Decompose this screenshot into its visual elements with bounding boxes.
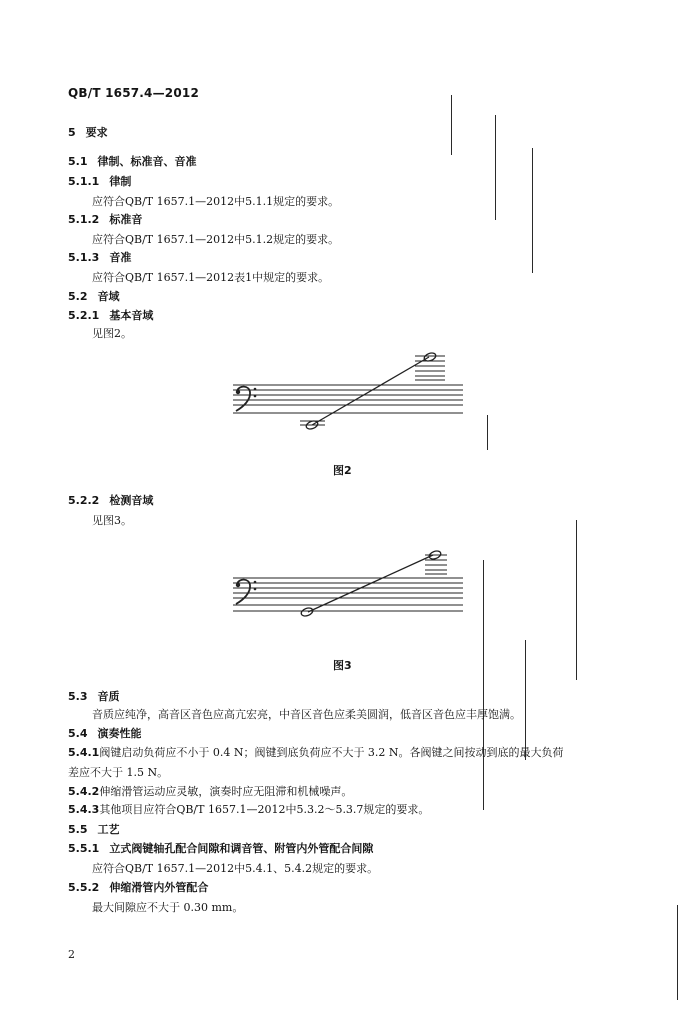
section-number: 5.2.2 bbox=[68, 494, 100, 507]
section-5-4-3-text: 其他项目应符合QB/T 1657.1—2012中5.3.2～5.3.7规定的要求。 bbox=[99, 803, 430, 816]
figure-2-staff bbox=[225, 345, 470, 440]
section-number: 5.3 bbox=[68, 690, 88, 703]
section-number: 5.2 bbox=[68, 290, 88, 303]
section-5-4-3 bbox=[68, 801, 429, 817]
figure-3-staff bbox=[225, 545, 470, 625]
section-5-2-1-heading bbox=[68, 307, 153, 323]
scan-artifact bbox=[532, 148, 533, 273]
section-5-1-heading bbox=[68, 153, 197, 169]
section-5-5-2-heading bbox=[68, 879, 208, 895]
section-number: 5.5.2 bbox=[68, 881, 100, 894]
section-5-2-2-text: 见图3。 bbox=[92, 514, 132, 527]
section-5-4-1 bbox=[68, 744, 564, 760]
section-5-1-3-text: 应符合QB/T 1657.1—2012表1中规定的要求。 bbox=[92, 271, 330, 284]
section-5-4-1-text-line2: 差应不大于 1.5 N。 bbox=[68, 766, 169, 779]
section-number: 5.5 bbox=[68, 823, 88, 836]
section-number: 5.1.1 bbox=[68, 175, 100, 188]
section-5-1-1-text: 应符合QB/T 1657.1—2012中5.1.1规定的要求。 bbox=[92, 195, 340, 208]
section-number: 5 bbox=[68, 126, 76, 139]
section-title: 律制 bbox=[109, 175, 132, 188]
section-title: 音域 bbox=[97, 290, 120, 303]
section-5-1-1-heading bbox=[68, 173, 131, 189]
section-5-3-heading bbox=[68, 688, 120, 704]
section-5-2-1-text: 见图2。 bbox=[92, 327, 132, 340]
document-code-header: QB/T 1657.4—2012 bbox=[68, 86, 199, 100]
section-5-2-heading bbox=[68, 288, 120, 304]
section-number: 5.4.3 bbox=[68, 803, 100, 816]
section-number: 5.1.3 bbox=[68, 251, 100, 264]
figure-2-caption: 图2 bbox=[333, 464, 352, 477]
scan-artifact bbox=[576, 520, 577, 680]
section-5-5-2-text: 最大间隙应不大于 0.30 mm。 bbox=[92, 901, 244, 914]
figure-3-caption: 图3 bbox=[333, 659, 352, 672]
section-title: 音质 bbox=[97, 690, 120, 703]
section-title: 基本音域 bbox=[109, 309, 154, 322]
section-5-4-heading bbox=[68, 725, 142, 741]
section-number: 5.4 bbox=[68, 727, 88, 740]
scan-artifact bbox=[677, 905, 678, 1000]
section-5-1-2-text: 应符合QB/T 1657.1—2012中5.1.2规定的要求。 bbox=[92, 233, 340, 246]
scan-artifact bbox=[487, 415, 488, 450]
section-title: 演奏性能 bbox=[97, 727, 142, 740]
section-5-4-1-text-line1: 阀键启动负荷应不小于 0.4 N；阀键到底负荷应不大于 3.2 N。各阀键之间按动到底的最大负荷 bbox=[99, 746, 564, 759]
page-number: 2 bbox=[68, 948, 75, 961]
section-title: 标准音 bbox=[109, 213, 143, 226]
section-title: 律制、标准音、音准 bbox=[97, 155, 197, 168]
scan-artifact bbox=[525, 640, 526, 760]
section-5-1-3-heading bbox=[68, 249, 131, 265]
section-number: 5.2.1 bbox=[68, 309, 100, 322]
section-5-5-1-text: 应符合QB/T 1657.1—2012中5.4.1、5.4.2规定的要求。 bbox=[92, 862, 379, 875]
section-number: 5.4.2 bbox=[68, 785, 100, 798]
section-5-4-2-text: 伸缩滑管运动应灵敏，演奏时应无阻滞和机械噪声。 bbox=[99, 785, 353, 798]
section-number: 5.4.1 bbox=[68, 746, 100, 759]
scan-artifact bbox=[495, 115, 496, 220]
section-title: 要求 bbox=[85, 126, 108, 139]
section-5-3-text: 音质应纯净，高音区音色应高亢宏亮，中音区音色应柔美圆润，低音区音色应丰厚饱满。 bbox=[92, 708, 521, 721]
section-number: 5.5.1 bbox=[68, 842, 100, 855]
section-5-4-2 bbox=[68, 783, 352, 799]
scan-artifact bbox=[483, 560, 484, 810]
section-number: 5.1.2 bbox=[68, 213, 100, 226]
section-5-1-2-heading bbox=[68, 211, 142, 227]
scan-artifact bbox=[451, 95, 452, 155]
section-number: 5.1 bbox=[68, 155, 88, 168]
section-title: 伸缩滑管内外管配合 bbox=[109, 881, 209, 894]
section-5-5-1-heading bbox=[68, 840, 373, 856]
section-title: 检测音域 bbox=[109, 494, 154, 507]
section-5-5-heading bbox=[68, 821, 120, 837]
section-5-2-2-heading bbox=[68, 492, 153, 508]
section-5-heading bbox=[68, 124, 108, 140]
section-title: 工艺 bbox=[97, 823, 120, 836]
section-title: 立式阀键轴孔配合间隙和调音管、附管内外管配合间隙 bbox=[109, 842, 374, 855]
section-title: 音准 bbox=[109, 251, 132, 264]
